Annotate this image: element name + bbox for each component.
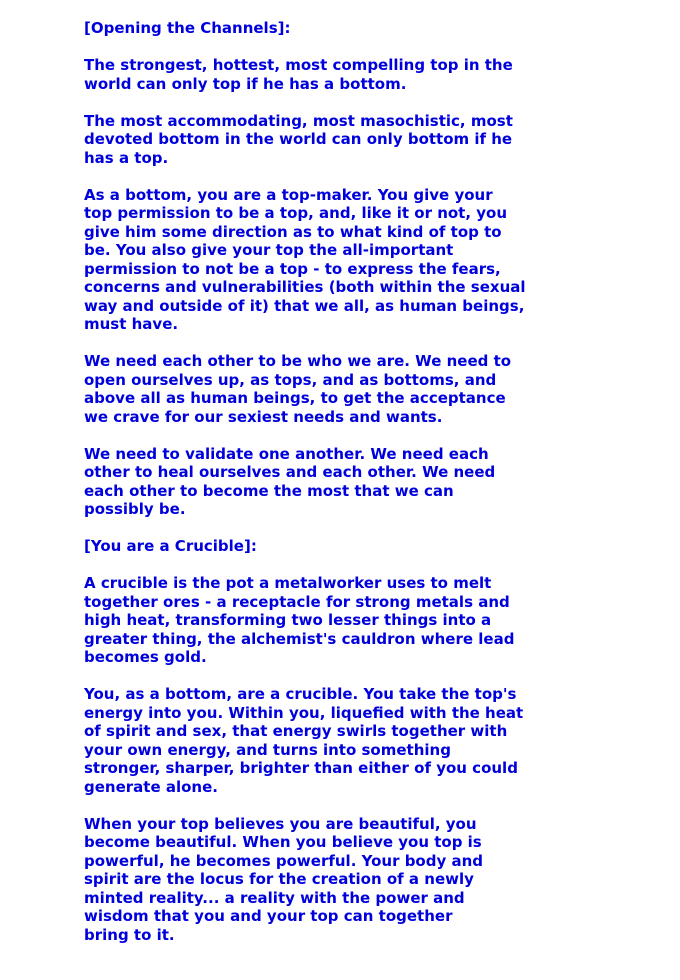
paragraph: The strongest, hottest, most compelling top in the world can only top if he has a bottom. — [84, 56, 513, 93]
document-body — [84, 19, 574, 944]
paragraph: When your top believes you are beautiful, you become beautiful. When you believe you top is powerful, he becomes powerful. Your body and spirit are the locus for the creation of a newly minted reality... a reality with the power and wisdom that you and your top can together bring to it. — [84, 814, 484, 944]
paragraph: We need each other to be who we are. We need to open ourselves up, as tops, and as bottoms, and above all as human beings, to get the acceptance we crave for our sexiest needs and wants. — [84, 352, 512, 426]
paragraph: We need to validate one another. We need each other to heal ourselves and each other. We need each other to become the most that we can possibly be. — [84, 444, 496, 518]
section-heading-you-are-a-crucible: [You are a Crucible]: — [84, 537, 257, 555]
section-heading-opening-the-channels: [Opening the Channels]: — [84, 19, 291, 37]
paragraph: The most accommodating, most masochistic, most devoted bottom in the world can only bottom if he has a top. — [84, 111, 513, 167]
paragraph: You, as a bottom, are a crucible. You take the top's energy into you. Within you, liquefied with the heat of spirit and sex, that energy swirls together with your own energy, and turns into something stronger, sharper, brighter than either of you could generate alone. — [84, 685, 524, 796]
paragraph: A crucible is the pot a metalworker uses to melt together ores - a receptacle for strong metals and high heat, transforming two lesser things into a greater thing, the alchemist's cauldron where lead becomes gold. — [84, 574, 515, 666]
paragraph: As a bottom, you are a top-maker. You give your top permission to be a top, and, like it or not, you give him some direction as to what kind of top to be. You also give your top the all-important permission to not be a top - to express the fears, concerns and vulnerabilities (both within the sexual way and outside of it) that we all, as human beings, must have. — [84, 185, 526, 333]
